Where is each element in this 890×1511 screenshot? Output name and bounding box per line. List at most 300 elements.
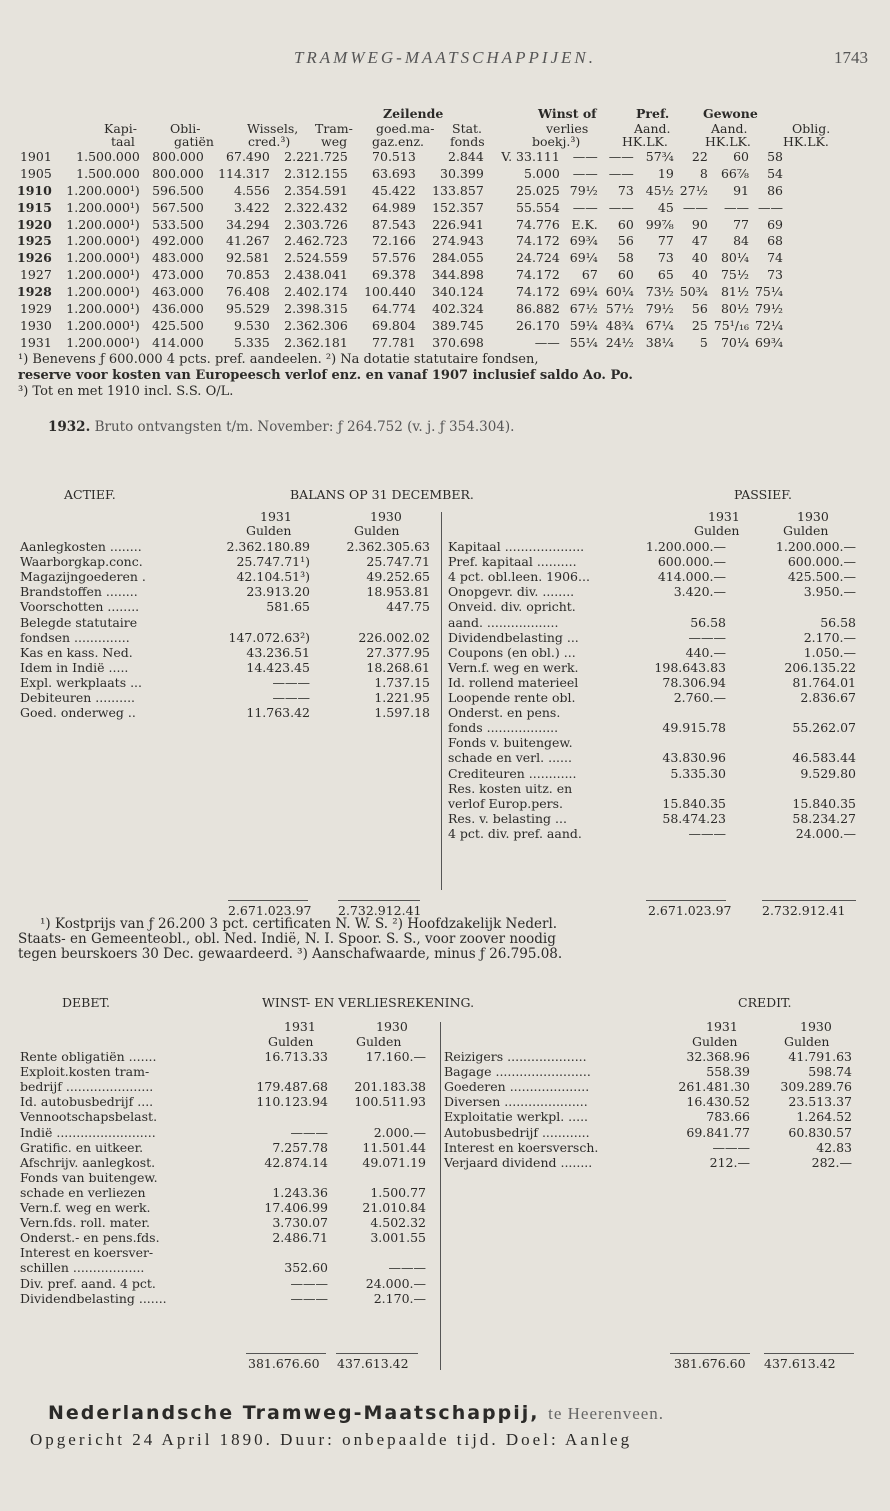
history-row (14, 283, 786, 300)
balans-footnote: ¹) Kostprijs van ƒ 26.200 3 pct. certificaten N. W. S. ²) Hoofdzakelijk Nederl. (40, 916, 558, 932)
passief-label: Id. rollend materieel (448, 674, 579, 690)
actief-label: Belegde statutaire (20, 614, 138, 630)
balans-footnote: Staats- en Gemeenteobl., obl. Ned. Indië, N. I. Spoor. S. S., voor zoover noodig (18, 931, 556, 947)
passief-heading: PASSIEF. (734, 487, 792, 502)
history-cell: 2.303.726 (284, 216, 348, 232)
passief-label: Coupons (en obl.) ... (448, 644, 576, 660)
credit-row (0, 1080, 890, 1094)
credit-value-1931: 16.430.52 (686, 1094, 750, 1110)
history-cell: 67 (581, 267, 598, 283)
passief-label: verlof Europ.pers. (448, 795, 563, 811)
history-cell: 8 (699, 165, 708, 181)
passief-value-1931: 5.335.30 (670, 765, 726, 781)
debet-value-1931: ——— (290, 1124, 328, 1140)
winst-unit: Gulden (268, 1034, 314, 1049)
passief-row (0, 570, 890, 584)
history-cell: 80½ (720, 300, 749, 316)
credit-value-1931: 212.— (709, 1154, 750, 1170)
passief-value-1931: 56.58 (690, 614, 726, 630)
history-cell: 73½ (645, 284, 674, 300)
actief-value-1930: 2.362.305.63 (346, 539, 430, 554)
passief-row (0, 631, 890, 645)
bruto-year: 1932. (48, 419, 91, 435)
passief-value-1930: 425.500.— (787, 569, 856, 585)
winst-total-debet-1931: 381.676.60 (248, 1356, 320, 1371)
credit-label: Reizigers .................... (444, 1049, 587, 1064)
history-cell: 79½ (754, 300, 784, 316)
col-head-winst: Winst of (538, 106, 597, 121)
col-head-hklk2: HK.LK. (705, 134, 751, 149)
passief-row (0, 676, 890, 690)
debet-value-1930: 1.500.77 (370, 1184, 426, 1200)
winst-total-credit-1930: 437.613.42 (764, 1356, 836, 1371)
passief-value-1930: 56.58 (820, 614, 856, 630)
history-cell: 48¾ (605, 317, 634, 333)
history-cell: 436.000 (152, 300, 204, 316)
actief-value-1931: 11.763.42 (246, 705, 310, 721)
history-row (14, 232, 786, 249)
debet-label: Id. autobusbedrijf .... (20, 1094, 154, 1110)
actief-value-1930: 1.221.95 (374, 690, 430, 705)
passief-row (0, 751, 890, 765)
history-cell: 1.200.000¹) (66, 233, 140, 249)
history-cell: 34.294 (226, 216, 270, 232)
balans-total-actief-1931: 2.671.023.97 (228, 903, 312, 918)
credit-row (0, 1110, 890, 1124)
history-cell: 24.724 (516, 250, 560, 266)
actief-value-1930: 18.953.81 (366, 584, 430, 600)
history-cell: 1.500.000 (76, 165, 140, 181)
passief-value-1931: 2.760.— (673, 690, 726, 705)
balans-footnote: tegen beurskoers 30 Dec. gewaardeerd. ³) Aanschafwaarde, minus ƒ 26.795.08. (18, 946, 563, 962)
balans-total-rule (646, 900, 726, 901)
history-cell: 1.200.000¹) (66, 216, 140, 232)
history-cell: 60 (617, 216, 634, 232)
credit-value-1930: 598.74 (808, 1064, 852, 1080)
winst-total-rule (336, 1353, 418, 1354)
history-cell: 1.200.000¹) (66, 182, 140, 198)
history-cell: 80¼ (720, 250, 749, 266)
debet-value-1931: ——— (290, 1290, 328, 1306)
passief-label: 4 pct. obl.leen. 1906... (448, 569, 590, 585)
passief-value-1930: 600.000.— (787, 554, 856, 570)
history-cell: 1.200.000¹) (66, 300, 140, 316)
passief-row (0, 827, 890, 841)
debet-label: Indië ......................... (20, 1124, 156, 1140)
debet-value-1930: 100.511.93 (354, 1094, 426, 1110)
winst-year-1930-right: 1930 (800, 1019, 832, 1034)
history-cell: 370.698 (432, 334, 484, 350)
history-cell: 22 (691, 148, 708, 164)
history-cell: 45½ (645, 182, 674, 198)
winst-total-rule (670, 1353, 750, 1354)
history-cell: 76.408 (226, 284, 270, 300)
debet-label: bedrijf ...................... (20, 1079, 154, 1095)
credit-row (0, 1141, 890, 1155)
history-cell: 800.000 (152, 148, 204, 164)
credit-value-1930: 23.513.37 (788, 1094, 852, 1110)
company-location: te Heerenveen. (548, 1404, 665, 1423)
col-head-stat: Stat. (452, 121, 483, 136)
actief-value-1931: 2.362.180.89 (226, 539, 310, 554)
history-cell: 56 (691, 300, 708, 316)
credit-row (0, 1126, 890, 1140)
debet-value-1930: 2.000.— (373, 1124, 426, 1140)
passief-label: Crediteuren ............ (448, 765, 577, 781)
passief-value-1930: 46.583.44 (792, 750, 856, 766)
actief-value-1931: 43.236.51 (246, 644, 310, 660)
credit-value-1930: 1.264.52 (796, 1109, 852, 1125)
actief-value-1931: ——— (272, 690, 310, 705)
history-cell: 5.000 (524, 165, 560, 181)
history-cell: 56 (617, 233, 634, 249)
history-year: 1901 (19, 148, 52, 164)
history-cell: 69¾ (754, 334, 784, 350)
history-cell: 77 (733, 216, 749, 232)
credit-value-1930: 282.— (811, 1154, 852, 1170)
actief-value-1930: 18.268.61 (366, 659, 430, 675)
actief-value-1930: 447.75 (386, 599, 430, 615)
history-cell: 69¼ (569, 284, 598, 300)
history-cell: 86.882 (516, 300, 560, 316)
history-cell: 9.530 (234, 317, 270, 333)
history-cell: 70.513 (372, 148, 416, 164)
credit-value-1931: 32.368.96 (686, 1049, 750, 1064)
history-cell: 152.357 (432, 199, 484, 215)
actief-value-1930: 226.002.02 (358, 629, 430, 645)
passief-label: Vern.f. weg en werk. (448, 659, 579, 675)
history-cell: 84 (733, 233, 749, 249)
passief-label: Res. v. belasting ... (448, 810, 567, 826)
history-cell: —— (758, 199, 784, 215)
balans-year-1930-right: 1930 (797, 509, 829, 524)
passief-label: Onderst. en pens. (448, 705, 561, 721)
history-year: 1920 (17, 216, 52, 232)
passief-row (0, 691, 890, 705)
actief-value-1930: 1.597.18 (374, 705, 430, 721)
actief-label: fondsen .............. (20, 629, 130, 645)
history-cell: —— (682, 199, 708, 215)
actief-value-1931: ——— (272, 674, 310, 690)
debet-value-1931: 42.874.14 (264, 1154, 328, 1170)
actief-label: Brandstoffen ........ (20, 584, 138, 600)
debet-row (0, 1261, 440, 1275)
actief-value-1931: 25.747.71¹) (236, 554, 310, 570)
debet-label: Vern.f. weg en werk. (20, 1200, 151, 1215)
history-cell: 74.172 (516, 284, 560, 300)
balans-total-rule (338, 900, 420, 901)
actief-value-1930: 27.377.95 (366, 644, 430, 660)
history-cell: 72.166 (372, 233, 416, 249)
passief-value-1931: 414.000.— (657, 569, 726, 585)
history-cell: 1.200.000¹) (66, 250, 140, 266)
debet-row (0, 1246, 440, 1260)
actief-value-1930: 49.252.65 (366, 569, 430, 585)
history-cell: 1.500.000 (76, 148, 140, 164)
col-head-gaz: gaz.enz. (372, 134, 425, 149)
debet-value-1931: 352.60 (284, 1260, 328, 1276)
passief-label: Pref. kapitaal .......... (448, 554, 577, 570)
history-cell: 414.000 (152, 334, 204, 350)
history-cell: 3.422 (234, 199, 270, 215)
history-row (14, 148, 786, 165)
history-cell: 567.500 (152, 199, 204, 215)
history-cell: —— (572, 199, 598, 215)
passief-list (0, 540, 890, 890)
actief-label: Magazijngoederen . (20, 569, 146, 585)
history-cell: 2.354.591 (284, 182, 348, 198)
history-cell: 1.200.000¹) (66, 317, 140, 333)
history-cell: 19 (657, 165, 674, 181)
history-cell: 24½ (605, 334, 634, 350)
passief-label: fonds .................. (448, 720, 559, 736)
history-cell: 2.362.181 (284, 334, 348, 350)
passief-row (0, 661, 890, 675)
history-cell: 596.500 (152, 182, 204, 198)
passief-value-1930: 24.000.— (795, 825, 856, 841)
history-cell: —— (723, 199, 749, 215)
debet-value-1930: 201.183.38 (354, 1079, 426, 1095)
debet-label: Fonds van buitengew. (20, 1169, 158, 1185)
history-cell: 58 (767, 148, 784, 164)
history-cell: 50¾ (679, 284, 708, 300)
history-cell: 66⅞ (720, 165, 749, 181)
history-cell: 2.322.432 (284, 199, 348, 215)
actief-value-1931: 581.65 (266, 599, 310, 615)
history-row (14, 300, 786, 317)
history-cell: 79½ (645, 300, 674, 316)
debet-label: Vern.fds. roll. mater. (20, 1215, 151, 1231)
actief-label: Expl. werkplaats ... (20, 674, 143, 690)
history-year: 1925 (17, 233, 52, 249)
balans-unit-right: Gulden (783, 523, 829, 538)
history-cell: 68 (767, 233, 784, 249)
history-cell: 69 (767, 216, 784, 232)
passief-label: Res. kosten uitz. en (448, 780, 573, 796)
history-cell: 77 (657, 233, 674, 249)
credit-row (0, 1050, 890, 1064)
history-cell: 2.462.723 (284, 233, 348, 249)
history-cell: 77.781 (372, 334, 416, 350)
passief-row (0, 782, 890, 796)
passief-label: Kapitaal .................... (448, 539, 585, 554)
history-cell: 74.172 (516, 233, 560, 249)
credit-label: Autobusbedrijf ............ (444, 1124, 590, 1140)
history-cell: 2.524.559 (284, 250, 348, 266)
history-cell: 59¼ (569, 317, 598, 333)
debet-value-1930: ——— (388, 1260, 426, 1276)
history-cell: 69¼ (569, 250, 598, 266)
history-cell: 73 (767, 267, 784, 283)
passief-label: Fonds v. buitengew. (448, 735, 573, 751)
debet-label: Rente obligatiën ....... (20, 1049, 157, 1064)
history-cell: 284.055 (432, 250, 484, 266)
history-cell: 57.576 (372, 250, 416, 266)
history-row (14, 266, 786, 283)
passief-value-1930: 15.840.35 (792, 795, 856, 811)
col-head-gewone: Gewone (703, 106, 758, 121)
history-cell: 74 (767, 250, 784, 266)
actief-heading: ACTIEF. (64, 487, 116, 502)
passief-value-1930: 2.836.67 (800, 690, 856, 705)
balans-title: BALANS OP 31 DECEMBER. (290, 487, 474, 502)
debet-label: schade en verliezen (20, 1184, 146, 1200)
credit-value-1931: ——— (712, 1139, 750, 1155)
history-cell: 74.776 (516, 216, 560, 232)
col-head-boekj: boekj.³) (532, 134, 581, 149)
bruto-text: Bruto ontvangsten t/m. November: ƒ 264.752 (v. j. ƒ 354.304). (94, 419, 515, 435)
history-cell: 2.844 (448, 148, 484, 164)
history-cell: 64.774 (372, 300, 416, 316)
history-cell: V. 33.111 (501, 148, 560, 164)
history-cell: 389.745 (432, 317, 484, 333)
passief-value-1931: 198.643.83 (654, 659, 726, 675)
col-head-cred: cred.³) (248, 134, 291, 149)
winst-total-rule (764, 1353, 854, 1354)
passief-value-1931: ——— (688, 825, 726, 841)
history-cell: 1.200.000¹) (66, 267, 140, 283)
history-cell: 25 (691, 317, 708, 333)
history-cell: 67¼ (645, 317, 674, 333)
history-year: 1915 (17, 199, 52, 215)
passief-row (0, 721, 890, 735)
history-cell: —— (572, 165, 598, 181)
history-cell: 2.312.155 (284, 165, 348, 181)
debet-value-1931: ——— (290, 1275, 328, 1291)
winst-year-1931: 1931 (284, 1019, 316, 1034)
history-year: 1931 (19, 334, 52, 350)
history-cell: 55¼ (569, 334, 598, 350)
debet-label: Vennootschapsbelast. (20, 1109, 158, 1125)
passief-value-1930: 55.262.07 (792, 720, 856, 736)
history-cell: 463.000 (152, 284, 204, 300)
history-cell: 87.543 (372, 216, 416, 232)
credit-value-1931: 69.841.77 (686, 1124, 750, 1140)
history-cell: 69.804 (372, 317, 416, 333)
credit-value-1930: 42.83 (816, 1139, 852, 1155)
winst-title: WINST- EN VERLIESREKENING. (262, 995, 475, 1010)
balans-unit: Gulden (354, 523, 400, 538)
winst-unit: Gulden (356, 1034, 402, 1049)
col-head-verlies: verlies (546, 121, 589, 136)
passief-value-1931: 15.840.35 (662, 795, 726, 811)
history-cell: 65 (657, 267, 674, 283)
debet-label: schillen .................. (20, 1260, 145, 1276)
actief-value-1931: 23.913.20 (246, 584, 310, 600)
col-head-weg: weg (321, 134, 348, 149)
passief-row (0, 706, 890, 720)
history-cell: 64.989 (372, 199, 416, 215)
balans-year-1931-right: 1931 (708, 509, 740, 524)
winst-unit-right: Gulden (784, 1034, 830, 1049)
actief-value-1931: 42.104.51³) (236, 569, 310, 585)
debet-value-1930: 24.000.— (365, 1275, 426, 1291)
passief-label: schade en verl. ...... (448, 750, 572, 766)
passief-row (0, 767, 890, 781)
history-cell: 344.898 (432, 267, 484, 283)
winst-year-1931-right: 1931 (706, 1019, 738, 1034)
passief-row (0, 555, 890, 569)
history-cell: 73 (657, 250, 674, 266)
history-cell: 91 (733, 182, 749, 198)
running-header: TRAMWEG-MAATSCHAPPIJEN. (293, 48, 597, 67)
history-cell: 40 (691, 267, 708, 283)
credit-label: Exploitatie werkpl. ..... (444, 1109, 589, 1125)
history-cell: 27½ (679, 182, 708, 198)
balans-total-actief-1930: 2.732.912.41 (338, 903, 422, 918)
history-cell: 40 (691, 250, 708, 266)
col-head-taal: taal (111, 134, 135, 149)
passief-row (0, 797, 890, 811)
history-cell: 86 (767, 182, 784, 198)
passief-value-1931: 1.200.000.— (645, 539, 726, 554)
history-year: 1910 (17, 182, 52, 198)
passief-value-1931: 58.474.23 (662, 810, 726, 826)
balans-total-rule (228, 900, 308, 901)
balans-total-passief-1931: 2.671.023.97 (648, 903, 732, 918)
passief-label: Loopende rente obl. (448, 690, 576, 705)
credit-label: Verjaard dividend ........ (444, 1154, 593, 1170)
debet-value-1931: 3.730.07 (272, 1215, 328, 1231)
history-cell: 2.438.041 (284, 267, 348, 283)
passief-label: Dividendbelasting ... (448, 629, 579, 645)
debet-label: Dividendbelasting ....... (20, 1290, 167, 1306)
actief-label: Aanlegkosten ........ (20, 539, 142, 554)
credit-value-1930: 41.791.63 (788, 1049, 852, 1064)
passief-value-1931: 43.830.96 (662, 750, 726, 766)
col-head-gatien: gatiën (174, 134, 214, 149)
history-cell: 5 (699, 334, 708, 350)
passief-value-1931: 600.000.— (657, 554, 726, 570)
winst-total-debet-1930: 437.613.42 (337, 1356, 409, 1371)
history-year: 1927 (19, 267, 52, 283)
history-cell: 75½ (720, 267, 749, 283)
passief-row (0, 540, 890, 554)
history-year: 1929 (19, 300, 52, 316)
actief-label: Waarborgkap.conc. (20, 554, 143, 570)
col-head-hklk3: HK.LK. (783, 134, 829, 149)
history-cell: 1.200.000¹) (66, 284, 140, 300)
history-cell: 5.335 (234, 334, 270, 350)
history-cell: 473.000 (152, 267, 204, 283)
col-head-obli: Obli- (170, 121, 201, 136)
actief-label: Debiteuren .......... (20, 690, 136, 705)
passief-value-1930: 1.200.000.— (775, 539, 856, 554)
history-cell: 340.124 (432, 284, 484, 300)
history-cell: 92.581 (226, 250, 270, 266)
passief-value-1931: 440.— (685, 644, 726, 660)
credit-label: Goederen .................... (444, 1079, 590, 1095)
credit-value-1930: 60.830.57 (788, 1124, 852, 1140)
history-cell: E.K. (571, 216, 598, 232)
credit-label: Bagage ........................ (444, 1064, 591, 1080)
history-row (14, 199, 786, 216)
debet-value-1930: 4.502.32 (370, 1215, 426, 1231)
history-cell: 2.402.174 (284, 284, 348, 300)
passief-row (0, 600, 890, 614)
passief-row (0, 812, 890, 826)
actief-label: Idem in Indië ..... (20, 659, 129, 675)
history-cell: 533.500 (152, 216, 204, 232)
company-heading (48, 1402, 664, 1424)
debet-label: Onderst.- en pens.fds. (20, 1230, 160, 1246)
passief-label: Onopgevr. div. ........ (448, 584, 575, 600)
history-cell: 492.000 (152, 233, 204, 249)
debet-value-1931: 7.257.78 (272, 1139, 328, 1155)
history-footnote: reserve voor kosten van Europeesch verlof enz. en vanaf 1907 inclusief saldo Ao. Po. (18, 368, 633, 383)
history-cell: —— (572, 148, 598, 164)
passief-label: aand. .................. (448, 614, 559, 630)
